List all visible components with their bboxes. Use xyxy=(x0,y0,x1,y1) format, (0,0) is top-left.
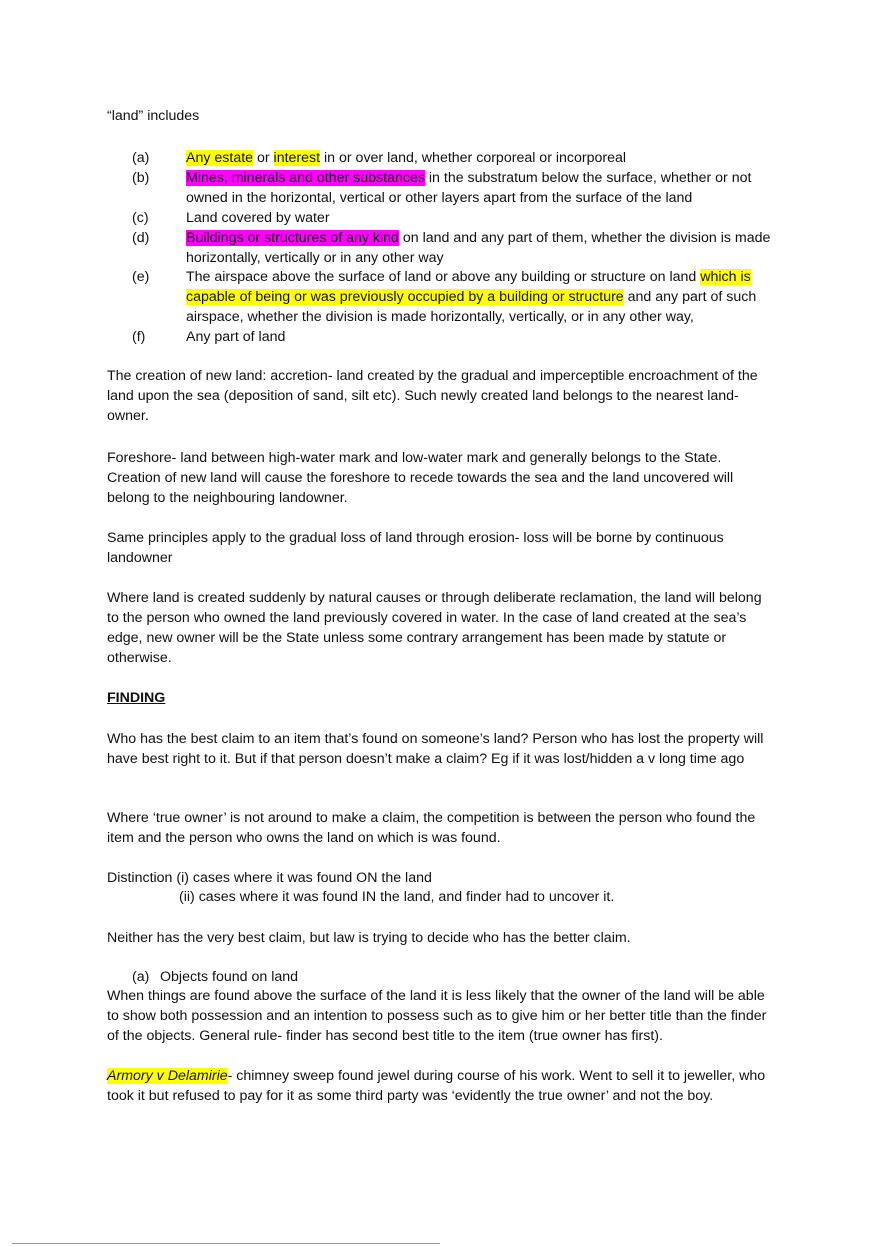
list-item-label: (c) xyxy=(132,210,149,226)
highlight-yellow: interest xyxy=(273,150,321,166)
list-item-text xyxy=(186,327,776,347)
text-run: or xyxy=(253,150,274,166)
list-item-label: (a) xyxy=(132,150,150,166)
paragraph-best-claim: Who has the best claim to an item that’s found on someone’s land? Person who has lost the property will have best right to it. But if that person doesn’t make a claim? Eg if it was lost/hidden a v long time ago xyxy=(107,731,764,767)
highlight-magenta: Mines, minerals and other substances xyxy=(186,170,425,186)
paragraph-neither: Neither has the very best claim, but law is trying to decide who has the better claim. xyxy=(107,930,631,946)
list-item-label: (e) xyxy=(132,269,150,285)
text-run: in the substratum below the surface, whether or not owned in the horizontal, vertical or other layers apart from the surface of the land xyxy=(186,170,752,206)
list-item-text xyxy=(186,208,776,228)
footer-rule xyxy=(12,1243,440,1244)
intro-line: “land” includes xyxy=(107,108,200,124)
case-name: Armory v Delamirie xyxy=(107,1068,228,1084)
paragraph-erosion: Same principles apply to the gradual loss of land through erosion- loss will be borne by continuous landowner xyxy=(107,530,724,566)
paragraph-above-surface: When things are found above the surface of the land it is less likely that the owner of the land will be able to show both possession and an intention to possess such as to give him or her better title than the finder of the objects. General rule- finder has second best title to the item (true owner has first). xyxy=(107,988,767,1044)
heading-finding: FINDING xyxy=(107,690,166,706)
text-run: The airspace above the surface of land or above any building or structure on land xyxy=(186,269,701,285)
text-run: on land and any part of them, whether the division is made horizontally, vertically or in any other way xyxy=(186,230,771,266)
list-item-label: (b) xyxy=(132,170,150,186)
highlight-yellow: which is capable of being or was previously occupied by a building or structure xyxy=(186,269,751,305)
paragraph-case-armory xyxy=(107,1066,777,1106)
distinction-line-2: (ii) cases where it was found IN the land, and finder had to uncover it. xyxy=(179,889,615,905)
text-run: in or over land, whether corporeal or incorporeal xyxy=(320,150,627,166)
text-run: Land covered by water xyxy=(186,210,330,226)
paragraph-sudden-creation: Where land is created suddenly by natural causes or through deliberate reclamation, the land will belong to the person who owned the land previously covered in water. In the case of land created at the sea’s edge, new owner will be the State unless some contrary arrangement has been made by statute or otherwise. xyxy=(107,590,762,666)
distinction-line-1: Distinction (i) cases where it was found ON the land xyxy=(107,870,432,886)
sub-heading-objects-found: Objects found on land xyxy=(160,969,299,985)
paragraph-true-owner: Where ‘true owner’ is not around to make a claim, the competition is between the person who found the item and the person who owns the land on which is was found. xyxy=(107,810,756,846)
list-item-text xyxy=(186,228,776,268)
case-summary: - chimney sweep found jewel during course of his work. Went to sell it to jeweller, who took it but refused to pay for it as some third party was ‘evidently the true owner’ and not the boy. xyxy=(107,1068,766,1104)
text-run: and any part of such airspace, whether the division is made horizontally, vertically, or in any other way, xyxy=(186,289,757,325)
highlight-magenta: Buildings or structures of any kind xyxy=(186,230,399,246)
list-item-text xyxy=(186,267,776,327)
text-run: Any part of land xyxy=(186,329,286,345)
list-item-text xyxy=(186,168,776,208)
sub-heading-label: (a) xyxy=(132,969,150,985)
highlight-yellow: Any estate xyxy=(186,150,254,166)
paragraph-foreshore: Foreshore- land between high-water mark and low-water mark and generally belongs to the State. Creation of new land will cause the foreshore to recede towards the sea and the land uncovered will belong to the neighbouring landowner. xyxy=(107,450,734,506)
list-item-text xyxy=(186,148,776,168)
list-item-label: (f) xyxy=(132,329,146,345)
paragraph-accretion: The creation of new land: accretion- land created by the gradual and imperceptible encroachment of the land upon the sea (deposition of sand, silt etc). Such newly created land belongs to the nearest land-owner. xyxy=(107,368,758,424)
list-item-label: (d) xyxy=(132,230,150,246)
